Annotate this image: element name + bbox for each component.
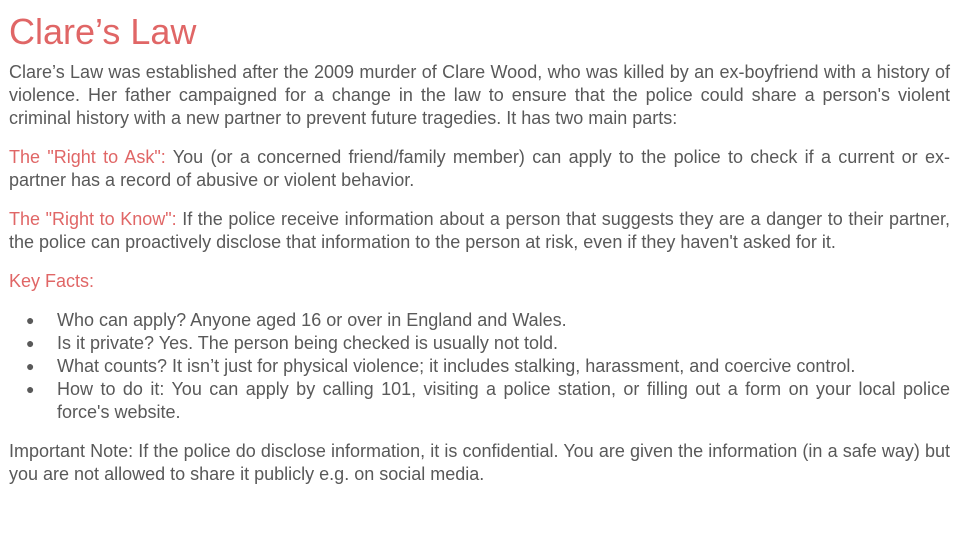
bullet-icon: ● [26,335,35,351]
right-to-know-label: The "Right to Know": [9,209,177,229]
right-to-ask-label: The "Right to Ask": [9,147,166,167]
right-to-ask-paragraph [9,146,950,192]
intro-paragraph: Clare’s Law was established after the 2009 murder of Clare Wood, who was killed by an ex-boyfriend with a history of violence. Her father campaigned for a change in the law to ensure that the police could share a person's violent criminal history with a new partner to prevent future tragedies. It has two main parts: [9,62,950,128]
key-facts-list [9,309,950,424]
list-item-text: What counts? It isn’t just for physical violence; it includes stalking, harassment, and coercive control. [57,356,856,376]
list-item [9,378,950,424]
list-item [9,309,950,332]
list-item-text: Who can apply? Anyone aged 16 or over in England and Wales. [57,310,567,330]
bullet-icon: ● [26,381,35,397]
important-note-paragraph: Important Note: If the police do disclose information, it is confidential. You are given the information (in a safe way) but you are not allowed to share it publicly e.g. on social media. [9,441,950,484]
bullet-icon: ● [26,358,35,374]
slide [9,0,950,486]
key-facts-heading: Key Facts: [9,271,95,291]
bullet-icon: ● [26,312,35,328]
right-to-know-text: If the police receive information about a person that suggests they are a danger to their partner, the police can proactively disclose that information to the person at risk, even if they haven't asked for it. [9,209,950,252]
list-item [9,355,950,378]
right-to-ask-text: You (or a concerned friend/family member) can apply to the police to check if a current or ex-partner has a record of abusive or violent behavior. [9,147,950,190]
right-to-know-paragraph [9,208,950,254]
list-item-text: How to do it: You can apply by calling 101, visiting a police station, or filling out a form on your local police force's website. [57,379,950,422]
page-title: Clare’s Law [9,11,197,52]
list-item [9,332,950,355]
list-item-text: Is it private? Yes. The person being checked is usually not told. [57,333,558,353]
